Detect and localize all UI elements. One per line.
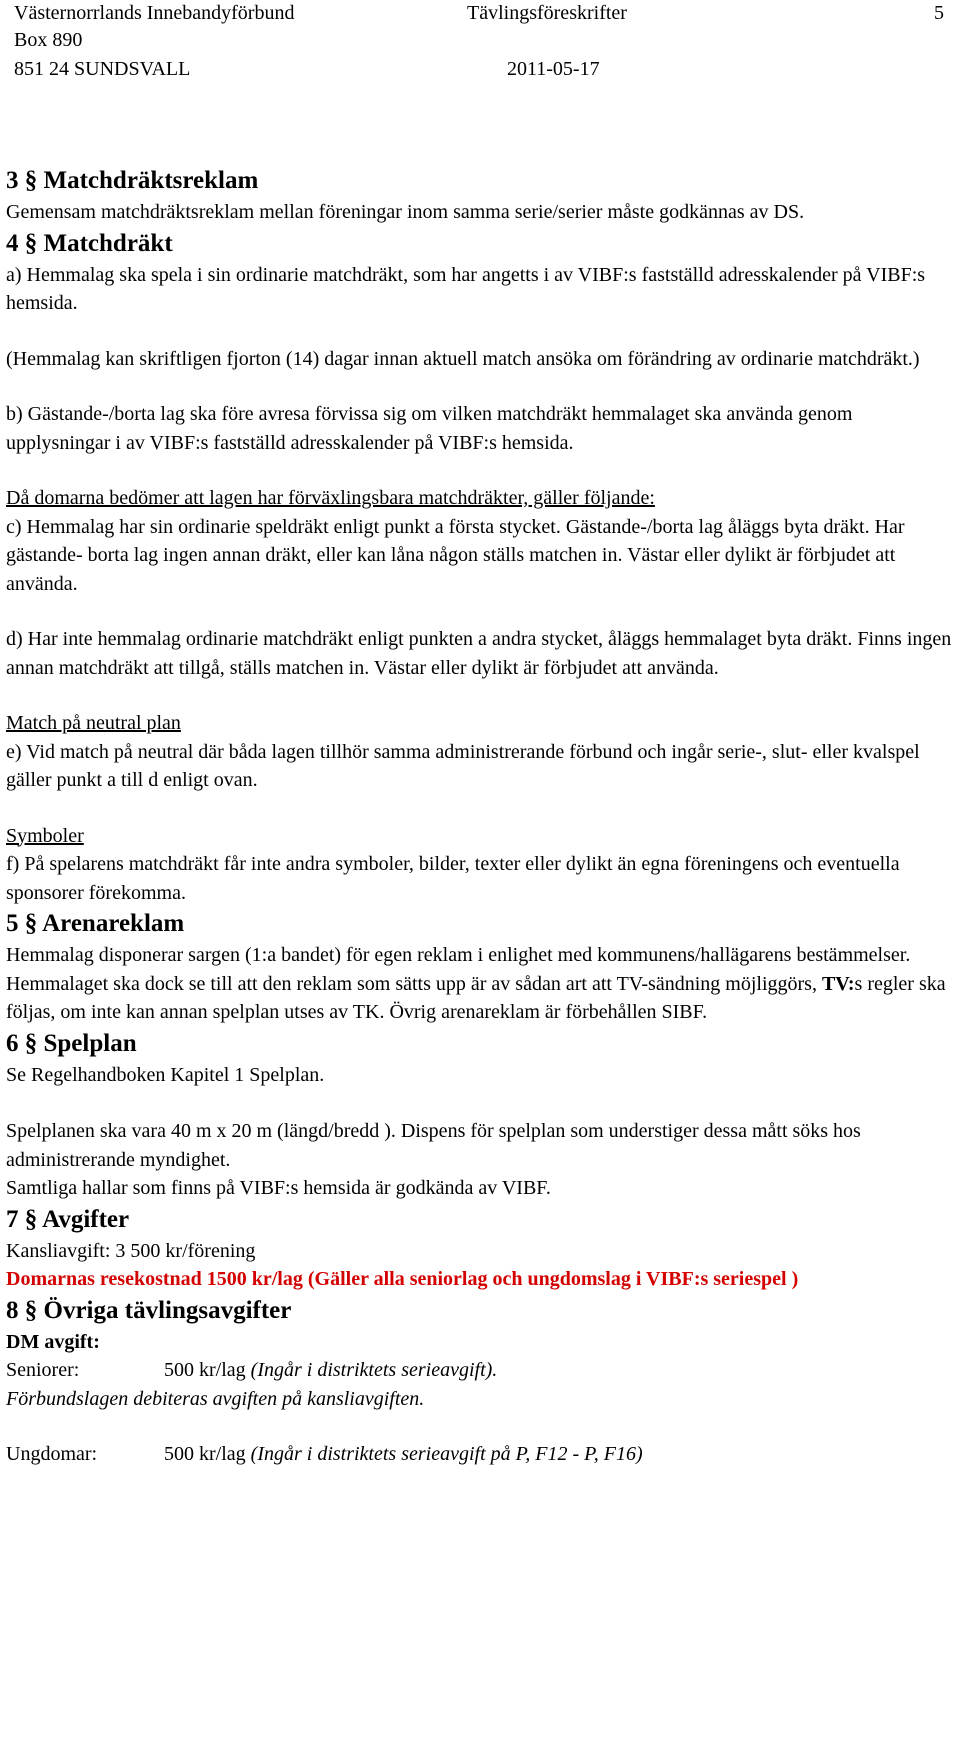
document-date: 2011-05-17 <box>507 58 600 80</box>
neutral-plan-subheading: Match på neutral plan <box>6 712 181 734</box>
federation-note: Förbundslagen debiteras avgiften på kansliavgiften. <box>6 1387 425 1410</box>
document-title: Tävlingsföreskrifter <box>467 2 627 24</box>
youth-fee: 500 kr/lag (Ingår i distriktets serieavgift på P, F12 - P, F16) <box>164 1443 643 1465</box>
section-5-text: Hemmalag disponerar sargen (1:a bandet) för egen reklam i enlighet med kommunens/hallägarens bestämmelser. Hemmalaget ska dock se till att den reklam som sätts upp är av sådan art att TV-sändning möjliggörs, TV:s regler ska följas, om inte kan annan spelplan utses av TK. Övrig arenareklam är förbehållen SIBF. <box>6 944 946 1023</box>
address-line-1: Box 890 <box>14 29 83 51</box>
section-4-heading: 4 § Matchdräkt <box>6 229 173 257</box>
section-3-heading: 3 § Matchdräktsreklam <box>6 167 259 194</box>
section-8-heading: 8 § Övriga tävlingsavgifter <box>6 1296 292 1324</box>
section-4-paragraph-d: d) Har inte hemmalag ordinarie matchdräkt enligt punkten a andra stycket, åläggs hemmalaget byta dräkt. Finns ingen annan matchdräkt att tillgå, ställs matchen in. Västar eller dylikt är förbjudet att använda. <box>6 628 952 679</box>
section-4-paragraph-a: a) Hemmalag ska spela i sin ordinarie matchdräkt, som har angetts i av VIBF:s fastställd adresskalender på VIBF:s hemsida. <box>6 263 926 314</box>
document-body <box>6 164 960 1469</box>
section-4-paragraph-c: c) Hemmalag har sin ordinarie speldräkt enligt punkt a första stycket. Gästande-/borta lag åläggs byta dräkt. Har gästande- borta lag ingen annan dräkt, eller kan låna någon ställs matchen in. Västar eller dylikt är förbjudet att använda. <box>6 515 905 595</box>
youth-fee-row <box>6 1440 960 1469</box>
referee-travel-cost: Domarnas resekostnad 1500 kr/lag (Gäller alla seniorlag och ungdomslag i VIBF:s seriespel ) <box>6 1268 799 1290</box>
section-6-text-3: Samtliga hallar som finns på VIBF:s hemsida är godkända av VIBF. <box>6 1177 551 1199</box>
dm-fee-heading: DM avgift: <box>6 1330 100 1353</box>
seniors-fee-row <box>6 1356 960 1385</box>
page-header <box>8 0 952 100</box>
section-6-heading: 6 § Spelplan <box>6 1029 137 1057</box>
page-number: 5 <box>934 2 944 24</box>
section-7-heading: 7 § Avgifter <box>6 1205 130 1233</box>
section-4-paragraph-f: f) På spelarens matchdräkt får inte andra symboler, bilder, texter eller dylikt än egna föreningens och eventuella sponsorer förekomma. <box>6 853 900 904</box>
office-fee: Kansliavgift: 3 500 kr/förening <box>6 1239 256 1262</box>
section-5-heading: 5 § Arenareklam <box>6 910 185 937</box>
address-line-2: 851 24 SUNDSVALL <box>14 58 191 80</box>
org-name: Västernorrlands Innebandyförbund <box>14 2 295 24</box>
confusion-subheading: Då domarna bedömer att lagen har förväxlingsbara matchdräkter, gäller följande: <box>6 487 655 509</box>
section-6-text-2: Spelplanen ska vara 40 m x 20 m (längd/bredd ). Dispens för spelplan som understiger dessa mått söks hos administrerande myndighet. <box>6 1120 861 1171</box>
section-6-text-1: Se Regelhandboken Kapitel 1 Spelplan. <box>6 1063 325 1086</box>
section-4-paragraph-e: e) Vid match på neutral där båda lagen tillhör samma administrerande förbund och ingår serie-, slut- eller kvalspel gäller punkt a till d enligt ovan. <box>6 740 920 791</box>
symbols-subheading: Symboler <box>6 824 84 847</box>
youth-label: Ungdomar: <box>6 1443 98 1465</box>
seniors-fee: 500 kr/lag (Ingår i distriktets serieavgift). <box>164 1359 498 1381</box>
section-3-text: Gemensam matchdräktsreklam mellan föreningar inom samma serie/serier måste godkännas av DS. <box>6 201 805 223</box>
seniors-label: Seniorer: <box>6 1359 80 1381</box>
section-4-paragraph-b: b) Gästande-/borta lag ska före avresa förvissa sig om vilken matchdräkt hemmalaget ska använda genom upplysningar i av VIBF:s fastställd adresskalender på VIBF:s hemsida. <box>6 403 853 454</box>
section-4-note: (Hemmalag kan skriftligen fjorton (14) dagar innan aktuell match ansöka om förändring av ordinarie matchdräkt.) <box>6 347 920 370</box>
